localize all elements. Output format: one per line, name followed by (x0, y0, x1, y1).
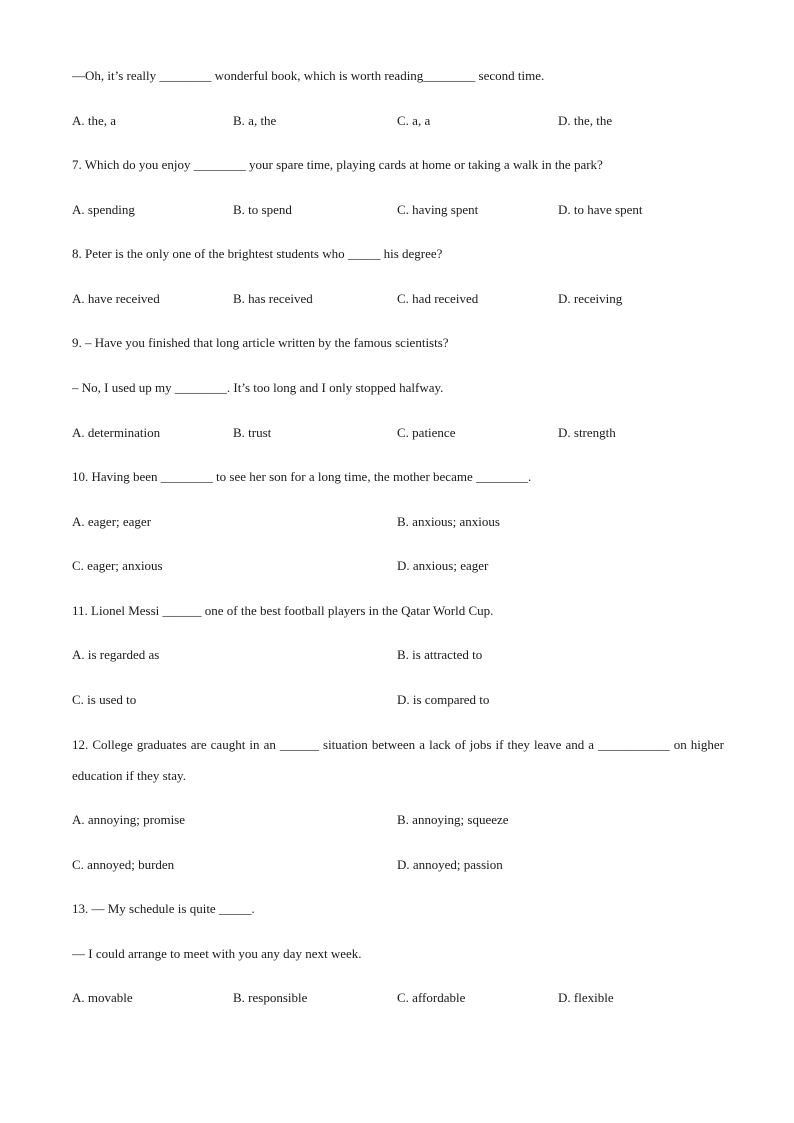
question-7-stem: 7. Which do you enjoy ________ your spare time, playing cards at home or taking a walk in the park? (72, 157, 603, 172)
option-a: A. movable (72, 990, 133, 1005)
question-11-stem: 11. Lionel Messi ______ one of the best football players in the Qatar World Cup. (72, 603, 494, 618)
question-10-options-row-2 (72, 558, 732, 574)
option-b: B. has received (233, 291, 313, 306)
option-b: B. to spend (233, 202, 292, 217)
option-b: B. trust (233, 425, 272, 440)
option-b: B. annoying; squeeze (397, 812, 509, 827)
question-8-stem: 8. Peter is the only one of the brightest students who _____ his degree? (72, 246, 443, 261)
question-13-stem: 13. — My schedule is quite _____. (72, 901, 255, 916)
option-c: C. is used to (72, 692, 137, 707)
option-d: D. the, the (558, 113, 613, 128)
option-d: D. is compared to (397, 692, 490, 707)
question-7-options (72, 202, 732, 218)
question-10-options-row-1 (72, 514, 732, 530)
option-c: C. eager; anxious (72, 558, 163, 573)
option-d: D. flexible (558, 990, 614, 1005)
option-b: B. anxious; anxious (397, 514, 500, 529)
option-a: A. annoying; promise (72, 812, 186, 827)
option-a: A. eager; eager (72, 514, 152, 529)
option-a: A. the, a (72, 113, 117, 128)
option-a: A. spending (72, 202, 135, 217)
question-9-reply: – No, I used up my ________. It’s too long and I only stopped halfway. (72, 380, 444, 395)
question-8-options (72, 291, 732, 307)
question-12-stem: 12. College graduates are caught in an ______ situation between a lack of jobs if they leave and a ___________ on higher education if they stay. (72, 737, 724, 783)
option-c: C. patience (397, 425, 456, 440)
question-11-options-row-1 (72, 647, 732, 663)
option-c: C. had received (397, 291, 479, 306)
option-c: C. affordable (397, 990, 466, 1005)
question-9-stem: 9. – Have you finished that long article written by the famous scientists? (72, 335, 449, 350)
question-12-options-row-2 (72, 857, 732, 873)
option-b: B. responsible (233, 990, 308, 1005)
question-11-options-row-2 (72, 692, 732, 708)
option-c: C. a, a (397, 113, 431, 128)
option-d: D. to have spent (558, 202, 643, 217)
option-b: B. a, the (233, 113, 277, 128)
option-a: A. is regarded as (72, 647, 160, 662)
question-6-stem: —Oh, it’s really ________ wonderful book, which is worth reading________ second time. (72, 68, 545, 83)
option-c: C. annoyed; burden (72, 857, 175, 872)
question-9-options (72, 425, 732, 441)
question-10-stem: 10. Having been ________ to see her son for a long time, the mother became ________. (72, 469, 532, 484)
option-a: A. have received (72, 291, 160, 306)
option-d: D. receiving (558, 291, 623, 306)
option-c: C. having spent (397, 202, 479, 217)
question-13-options (72, 990, 732, 1006)
option-d: D. annoyed; passion (397, 857, 503, 872)
option-b: B. is attracted to (397, 647, 483, 662)
option-a: A. determination (72, 425, 161, 440)
question-12-options-row-1 (72, 812, 732, 828)
option-d: D. strength (558, 425, 616, 440)
option-d: D. anxious; eager (397, 558, 489, 573)
question-6-options (72, 113, 732, 129)
question-13-reply: — I could arrange to meet with you any day next week. (72, 946, 362, 961)
